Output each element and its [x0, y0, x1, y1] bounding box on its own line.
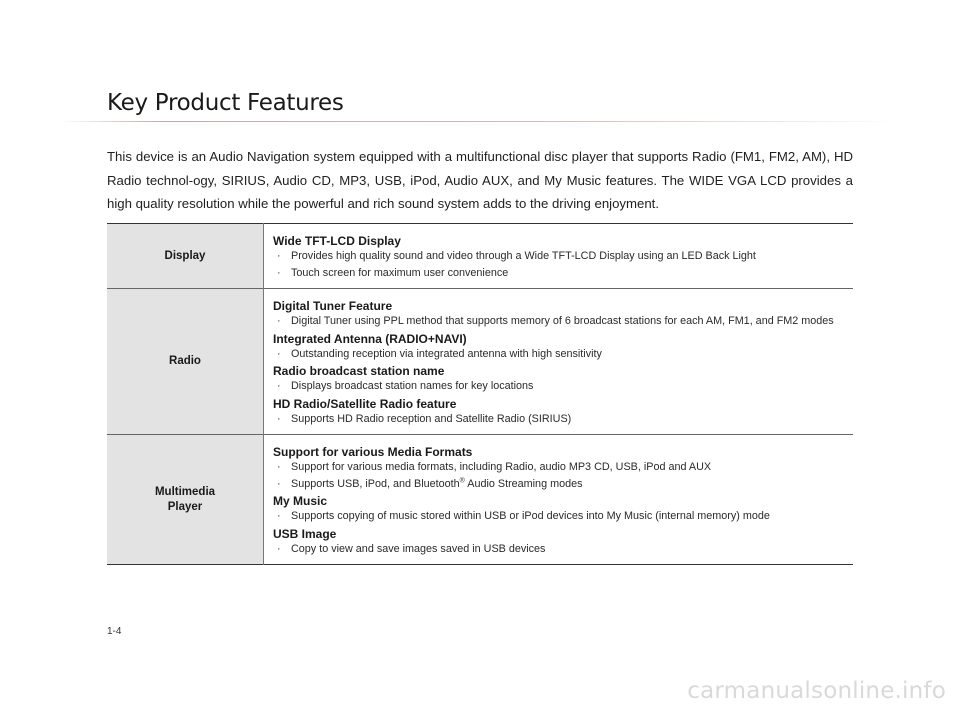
row-label-line: Player	[167, 500, 203, 513]
bullet-text: Touch screen for maximum user convenience	[291, 266, 509, 279]
bullet-text: Supports copying of music stored within USB or iPod devices into My Music (internal memory) mode	[291, 510, 770, 522]
registered-mark: ®	[459, 476, 465, 484]
table-row-multimedia-player	[107, 435, 853, 565]
feature-bullet	[273, 542, 853, 558]
feature-bullet	[273, 347, 853, 363]
features-table	[107, 223, 853, 565]
bullet-text: Displays broadcast station names for key locations	[291, 380, 534, 392]
bullet-text: Support for various media formats, including Radio, audio MP3 CD, USB, iPod and AUX	[291, 461, 712, 473]
feature-heading: HD Radio/Satellite Radio feature	[273, 396, 457, 411]
bullet-text: Digital Tuner using PPL method that supports memory of 6 broadcast stations for each AM, FM1, and FM2 modes	[291, 315, 834, 327]
watermark: carmanualsonline.info	[687, 678, 946, 704]
feature-bullet	[273, 509, 853, 525]
bullet-mark: ·	[277, 315, 281, 327]
bullet-text: Copy to view and save images saved in USB devices	[291, 542, 546, 555]
bullet-mark: ·	[277, 510, 281, 522]
bullet-text: Provides high quality sound and video through a Wide TFT-LCD Display using an LED Back Light	[291, 250, 756, 262]
row-label-display: Display	[107, 224, 264, 289]
table-row-display	[107, 224, 853, 289]
bullet-mark: ·	[277, 347, 281, 360]
row-content-multimedia-player	[264, 435, 854, 565]
bullet-text-part: Audio Streaming modes	[464, 477, 583, 490]
feature-heading: Integrated Antenna (RADIO+NAVI)	[273, 331, 467, 346]
page-number: 1-4	[107, 626, 122, 637]
feature-heading: Wide TFT-LCD Display	[273, 234, 401, 248]
row-content-radio	[264, 289, 854, 435]
feature-bullet	[273, 266, 853, 282]
bullet-text: Outstanding reception via integrated antenna with high sensitivity	[291, 347, 602, 360]
feature-bullet	[273, 460, 853, 476]
row-label-multimedia-player	[107, 435, 264, 565]
bullet-mark: ·	[277, 250, 281, 262]
feature-heading: Digital Tuner Feature	[273, 299, 393, 313]
bullet-mark: ·	[277, 266, 281, 279]
feature-bullet	[273, 412, 853, 428]
feature-heading: USB Image	[273, 526, 337, 541]
table-row-radio	[107, 289, 853, 435]
feature-bullet	[273, 249, 853, 265]
intro-paragraph: This device is an Audio Navigation system equipped with a multifunctional disc player that supports Radio (FM1, FM2, AM), HD Radio technol-ogy, SIRIUS, Audio CD, MP3, USB, iPod, Audio AUX, and My Music features. The WIDE VGA LCD provides a high quality resolution while the powerful and rich sound system adds to the driving enjoyment.	[107, 149, 853, 211]
row-label-line: Multimedia	[154, 485, 216, 498]
row-label-radio: Radio	[107, 289, 264, 435]
bullet-text: Supports HD Radio reception and Satellite Radio (SIRIUS)	[291, 412, 572, 425]
bullet-text-part: Supports USB, iPod, and Bluetooth	[291, 477, 460, 490]
feature-bullet	[273, 379, 853, 395]
bullet-mark: ·	[277, 412, 281, 425]
bullet-mark: ·	[277, 542, 281, 555]
feature-heading: My Music	[273, 494, 328, 508]
feature-heading: Support for various Media Formats	[273, 445, 473, 459]
feature-bullet	[273, 314, 853, 330]
bullet-mark: ·	[277, 461, 281, 473]
bullet-mark: ·	[277, 380, 281, 392]
bullet-text	[291, 477, 582, 493]
feature-bullet	[273, 477, 853, 493]
title-divider	[60, 121, 900, 122]
bullet-mark: ·	[277, 477, 281, 490]
feature-heading: Radio broadcast station name	[273, 364, 445, 378]
page-title: Key Product Features	[107, 90, 344, 116]
row-content-display	[264, 224, 854, 289]
